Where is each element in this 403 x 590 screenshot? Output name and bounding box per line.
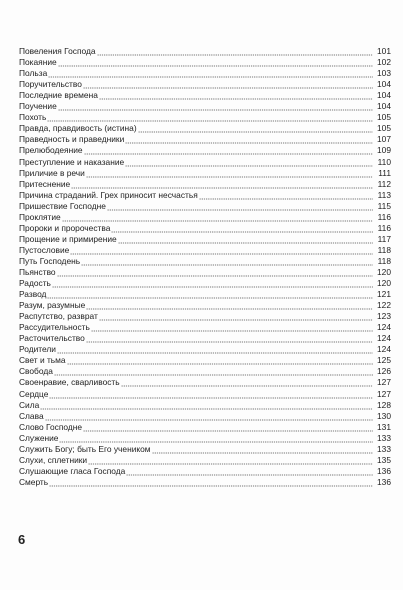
toc-entry xyxy=(19,211,391,222)
toc-entry xyxy=(19,266,391,277)
toc-entry-page: 113 xyxy=(377,189,391,200)
dot-leader xyxy=(199,191,373,200)
toc-entry-title: Прелюбодеяние xyxy=(19,145,83,156)
toc-entry-page: 136 xyxy=(377,465,391,476)
toc-entry-page: 101 xyxy=(377,46,391,57)
dot-leader xyxy=(83,423,373,432)
toc-entry-title: Пророки и пророчества xyxy=(19,222,111,233)
toc-entry-page: 124 xyxy=(377,333,391,344)
toc-entry-title: Преступление и наказание xyxy=(19,156,125,167)
dot-leader xyxy=(52,279,373,288)
toc-entry-title: Прощение и примирение xyxy=(19,233,117,244)
dot-leader xyxy=(81,257,373,266)
dot-leader xyxy=(47,290,373,299)
dot-leader xyxy=(58,102,373,111)
toc-entry-page: 123 xyxy=(377,311,391,322)
toc-entry-title: Путь Господень xyxy=(19,255,81,266)
toc-entry-page: 118 xyxy=(377,244,391,255)
toc-entry-title: Радость xyxy=(19,278,51,289)
toc-entry-page: 104 xyxy=(377,90,391,101)
toc-entry-title: Слухи, сплетники xyxy=(19,454,88,465)
dot-leader xyxy=(59,434,373,443)
toc-entry-title: Последние времена xyxy=(19,90,98,101)
toc-entry-title: Похоть xyxy=(19,112,47,123)
toc-entry-title: Притеснение xyxy=(19,178,71,189)
toc-entry xyxy=(19,299,391,310)
toc-entry xyxy=(19,144,391,155)
toc-entry-page: 125 xyxy=(377,355,391,366)
dot-leader xyxy=(49,478,373,487)
toc-entry-title: Свобода xyxy=(19,366,53,377)
toc-entry-title: Слава xyxy=(19,410,44,421)
toc-entry-title: Польза xyxy=(19,68,48,79)
toc-entry-title: Приличие в речи xyxy=(19,167,85,178)
dot-leader xyxy=(84,146,373,155)
toc-entry-title: Распутство, разврат xyxy=(19,311,98,322)
toc-entry-page: 115 xyxy=(377,200,391,211)
dot-leader xyxy=(83,80,373,89)
toc-entry-title: Рассудительность xyxy=(19,322,90,333)
toc-entry-page: 105 xyxy=(377,123,391,134)
toc-entry-page: 133 xyxy=(377,443,391,454)
toc-entry xyxy=(19,343,391,354)
dot-leader xyxy=(47,113,373,122)
toc-entry-title: Причина страданий. Грех приносит несчастья xyxy=(19,189,198,200)
toc-entry xyxy=(19,233,391,244)
toc-entry-page: 124 xyxy=(377,344,391,355)
dot-leader xyxy=(125,135,373,144)
toc-entry-page: 121 xyxy=(377,289,391,300)
toc-entry xyxy=(19,89,391,100)
toc-entry-page: 131 xyxy=(377,421,391,432)
toc-entry-page: 133 xyxy=(377,432,391,443)
toc-entry-page: 124 xyxy=(377,322,391,333)
toc-entry-title: Проклятие xyxy=(19,211,61,222)
toc-entry-page: 112 xyxy=(377,178,391,189)
toc-entry-title: Поучение xyxy=(19,101,57,112)
toc-entry-page: 107 xyxy=(377,134,391,145)
toc-entry xyxy=(19,67,391,78)
dot-leader xyxy=(99,312,373,321)
toc-entry-title: Разум, разумные xyxy=(19,300,86,311)
toc-entry xyxy=(19,421,391,432)
dot-leader xyxy=(62,213,373,222)
toc-entry xyxy=(19,387,391,398)
toc-entry-title: Праведность и праведники xyxy=(19,134,125,145)
dot-leader xyxy=(99,91,373,100)
dot-leader xyxy=(86,169,373,178)
toc-entry-title: Пустословие xyxy=(19,244,70,255)
toc-entry-page: 122 xyxy=(377,300,391,311)
toc-entry xyxy=(19,443,391,454)
toc-entry xyxy=(19,56,391,67)
toc-entry-title: Свет и тьма xyxy=(19,355,66,366)
dot-leader xyxy=(57,268,373,277)
toc-entry-page: 135 xyxy=(377,454,391,465)
toc-entry-title: Расточительство xyxy=(19,333,85,344)
toc-entry-title: Покаяние xyxy=(19,57,57,68)
dot-leader xyxy=(86,334,373,343)
toc-entry xyxy=(19,376,391,387)
toc-entry-title: Правда, правдивость (истина) xyxy=(19,123,137,134)
toc-entry-title: Пришествие Господне xyxy=(19,200,106,211)
toc-entry xyxy=(19,244,391,255)
toc-entry-page: 117 xyxy=(377,233,391,244)
dot-leader xyxy=(118,235,373,244)
toc-entry xyxy=(19,288,391,299)
toc-entry xyxy=(19,454,391,465)
dot-leader xyxy=(121,378,373,387)
toc-entry-title: Повеления Господа xyxy=(19,46,96,57)
toc-entry-page: 128 xyxy=(377,399,391,410)
toc-entry-title: Смерть xyxy=(19,476,49,487)
dot-leader xyxy=(54,367,373,376)
toc-entry-page: 105 xyxy=(377,112,391,123)
toc-entry xyxy=(19,365,391,376)
page-number: 6 xyxy=(18,532,26,547)
toc-entry-page: 120 xyxy=(377,266,391,277)
dot-leader xyxy=(97,47,374,56)
toc-entry xyxy=(19,465,391,476)
dot-leader xyxy=(152,445,373,454)
toc-entry xyxy=(19,354,391,365)
toc-entry-title: Своенравие, сварливость xyxy=(19,377,120,388)
toc-entry xyxy=(19,399,391,410)
dot-leader xyxy=(111,224,373,233)
toc-entry-page: 127 xyxy=(377,388,391,399)
dot-leader xyxy=(48,69,373,78)
toc-entry-page: 127 xyxy=(377,377,391,388)
toc-entry xyxy=(19,189,391,200)
dot-leader xyxy=(107,202,373,211)
toc-entry-page: 118 xyxy=(377,255,391,266)
toc-entry-page: 102 xyxy=(377,57,391,68)
toc-entry-title: Сердце xyxy=(19,388,49,399)
toc-entry xyxy=(19,410,391,421)
toc-entry-page: 116 xyxy=(377,211,391,222)
toc-entry xyxy=(19,167,391,178)
toc-entry-title: Слушающие гласа Господа xyxy=(19,465,126,476)
toc-entry xyxy=(19,332,391,343)
dot-leader xyxy=(70,246,373,255)
dot-leader xyxy=(86,301,373,310)
dot-leader xyxy=(138,124,373,133)
toc-entry xyxy=(19,122,391,133)
toc-entry-title: Поручительство xyxy=(19,79,82,90)
toc-entry xyxy=(19,45,391,56)
toc-entry-title: Служить Богу; быть Его учеником xyxy=(19,443,151,454)
toc-entry xyxy=(19,310,391,321)
toc-entry xyxy=(19,100,391,111)
toc-entry-page: 136 xyxy=(377,476,391,487)
toc-entry xyxy=(19,155,391,166)
toc-entry-page: 109 xyxy=(377,145,391,156)
toc-entry-title: Слово Господне xyxy=(19,421,83,432)
dot-leader xyxy=(58,58,373,67)
toc-entry xyxy=(19,255,391,266)
dot-leader xyxy=(45,412,373,421)
dot-leader xyxy=(91,323,373,332)
toc-entry xyxy=(19,321,391,332)
toc-entry-page: 103 xyxy=(377,68,391,79)
toc-entry-title: Служение xyxy=(19,432,59,443)
toc-entry-page: 111 xyxy=(378,167,391,178)
dot-leader xyxy=(88,456,373,465)
toc-entry-page: 110 xyxy=(377,156,391,167)
toc-entry xyxy=(19,111,391,122)
toc-entry xyxy=(19,200,391,211)
toc-entry xyxy=(19,277,391,288)
toc-entry-page: 120 xyxy=(377,278,391,289)
toc-entry-title: Родители xyxy=(19,344,56,355)
toc-entry-page: 126 xyxy=(377,366,391,377)
toc-entry-page: 130 xyxy=(377,410,391,421)
dot-leader xyxy=(40,401,373,410)
toc-entry xyxy=(19,476,391,487)
toc-entry xyxy=(19,222,391,233)
dot-leader xyxy=(71,180,373,189)
dot-leader xyxy=(57,345,373,354)
dot-leader xyxy=(126,467,373,476)
toc-entry-page: 104 xyxy=(377,101,391,112)
toc-entry xyxy=(19,178,391,189)
table-of-contents xyxy=(19,45,391,487)
toc-entry xyxy=(19,133,391,144)
toc-entry-title: Развод xyxy=(19,289,47,300)
toc-entry-title: Сила xyxy=(19,399,40,410)
dot-leader xyxy=(49,390,373,399)
dot-leader xyxy=(125,158,373,167)
toc-entry xyxy=(19,78,391,89)
dot-leader xyxy=(67,356,373,365)
toc-entry-page: 116 xyxy=(377,222,391,233)
toc-entry xyxy=(19,432,391,443)
toc-entry-page: 104 xyxy=(377,79,391,90)
toc-entry-title: Пьянство xyxy=(19,266,56,277)
